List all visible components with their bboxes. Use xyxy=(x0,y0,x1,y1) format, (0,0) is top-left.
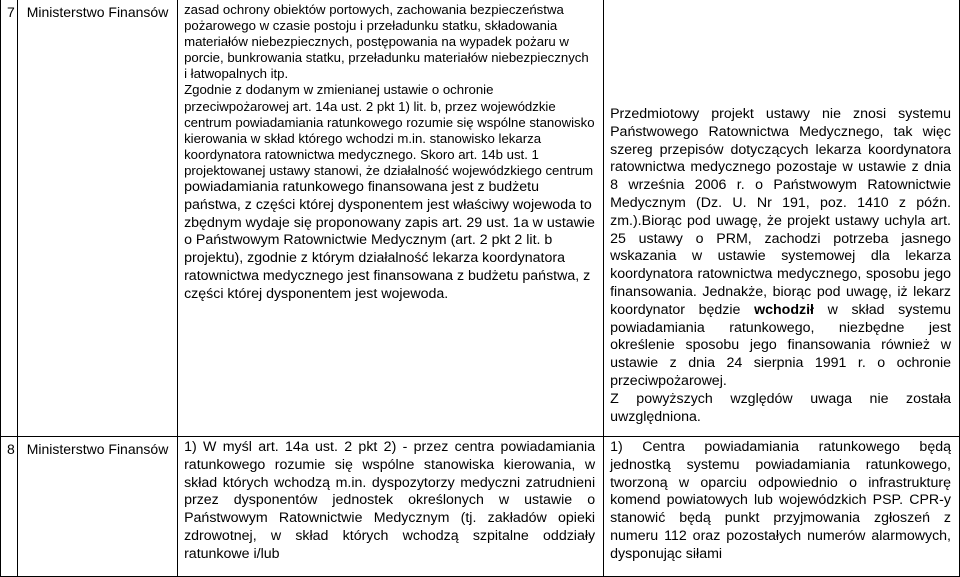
response-cell xyxy=(604,437,960,577)
table-row xyxy=(1,0,960,437)
response-text-start: Przedmiotowy projekt ustawy nie znosi systemu Państwowego Ratownictwa Medycznego, tak więc szereg przepisów dotyczących lekarza koordynatora ratownictwa medycznego pozostaje w ustawie z dnia 8 września 2006 r. o Państwowym Ratownictwie Medycznym (Dz. U. Nr 191, poz. 1410 z późn. zm.).Biorąc pod uwagę, że projekt ustawy uchyla art. 25 ustawy o PRM, zachodzi potrzeba jasnego wskazania w ustawie systemowej dla lekarza koordynatora ratownictwa medycznego, sposobu jego finansowania. Jednakże, biorąc pod uwagę, iż lekarz koordynator będzie xyxy=(610,106,951,318)
response-note: Z powyższych względów uwaga nie została uwzględniona. xyxy=(610,390,951,425)
row-number: 8 xyxy=(1,437,18,577)
remark-continuation: powiadamiania ratunkowego finansowana jest z budżetu państwa, z części której dysponentem jest właściwy wojewoda to zbędnym wydaje się proponowany zapis art. 29 ust. 1a w ustawie o Państwowym Ratownictwie Medycznym (art. 2 pkt 2 lit. b projektu), zgodnie z którym działalność lekarza koordynatora ratownictwa medycznego jest finansowana z budżetu państwa, z części której dysponentem jest wojewoda. xyxy=(184,179,595,302)
response-bold-word: wchodził xyxy=(754,301,814,318)
response-text-end: w skład systemu powiadamiania ratunkowego, niezbędne jest określenie sposobu jego finansowania również w ustawie z dnia 24 sierpnia 1991 r. o ochronie przeciwpożarowej. xyxy=(610,301,951,389)
response-text: 1) Centra powiadamiania ratunkowego będą jednostką systemu powiadamiania ratunkowego, tworzoną w oparciu odpowiednio o infrastrukturę komend powiatowych lub wojewódzkich PSP. CPR-y stanowić będą punkt przyjmowania zgłoszeń z numeru 112 oraz pozostałych numerów alarmowych, dysponując siłami xyxy=(610,439,951,562)
response-cell xyxy=(604,0,960,437)
remark-main: Zgodnie z dodanym w zmienianej ustawie o ochronie przeciwpożarowej art. 14a ust. 2 pkt 1) lit. b, przez wojewódzkie centrum powiadamiania ratunkowego rozumie się wspólne stanowisko kierowania w skład którego wchodzi m.in. stanowisko lekarza koordynatora ratownictwa medycznego. Skoro art. 14b ust. 1 projektowanej ustawy stanowi, że działalność wojewódzkiego centrum xyxy=(184,82,595,178)
spacer xyxy=(610,2,951,106)
response-text xyxy=(610,106,951,391)
remark-cell xyxy=(178,0,604,437)
remark-cell xyxy=(178,437,604,577)
table-row xyxy=(1,437,960,577)
organization-cell: Ministerstwo Finansów xyxy=(17,437,177,577)
remark-intro: zasad ochrony obiektów portowych, zachowania bezpieczeństwa pożarowego w czasie postoju i przeładunku statku, składowania materiałów niebezpiecznych, postępowania na wypadek pożaru w porcie, bunkrowania statku, przeładunku materiałów niebezpiecznych i łatwopalnych itp. xyxy=(184,2,589,82)
organization-cell: Ministerstwo Finansów xyxy=(17,0,177,437)
row-number: 7 xyxy=(1,0,18,437)
remark-text: 1) W myśl art. 14a ust. 2 pkt 2) - przez centra powiadamiania ratunkowego rozumie się wspólne stanowiska kierowania, w skład których wchodzą m.in. dyspozytorzy medyczni zatrudnieni przez dysponentów jednostek określonych w ustawie o Państwowym Ratownictwie Medycznym (tj. zakładów opieki zdrowotnej, w skład których wchodzą szpitalne oddziały ratunkowe i/lub xyxy=(184,439,596,562)
